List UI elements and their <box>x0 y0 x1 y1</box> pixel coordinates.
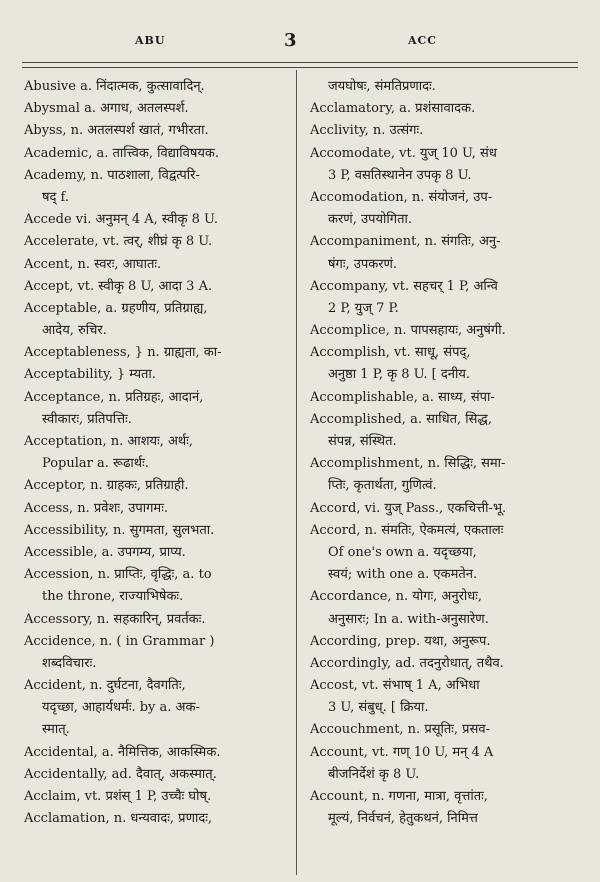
running-head-left: ABU <box>135 34 166 47</box>
entry-line: Accomodation, n. संयोजनं, उप- <box>310 189 493 205</box>
entry-line: Accede vi. अनुमन् 4 A, स्वीकृ 8 U. <box>24 212 218 228</box>
entry-line: Abysmal a. अगाध, अतलस्पर्श. <box>24 101 189 117</box>
entry-line: Accept, vt. स्वीकृ 8 U, आदा 3 A. <box>24 278 213 294</box>
entry-line: Accomplishment, n. सिद्धिः, समा- <box>310 456 506 472</box>
entry-line: 3 U, संबुध्. [ क्रिया. <box>328 700 429 716</box>
entry-line: Accomplish, vt. साधू, संपद्, <box>310 345 471 361</box>
entry-line: 2 P, युज् 7 P. <box>328 300 399 316</box>
entry-line: Accordance, n. योगः, अनुरोधः, <box>310 589 483 605</box>
entry-line: Account, n. गणना, मात्रा, वृत्तांतः, <box>310 789 488 804</box>
entry-line: Accessibility, n. सुगमता, सुलभता. <box>24 522 215 538</box>
entry-line: Accouchment, n. प्रसूतिः, प्रसव- <box>310 722 490 738</box>
entry-line: Acclaim, vt. प्रशंस् 1 P, उच्चैः घोष्. <box>24 789 212 804</box>
entry-line: Of one's own a. यदृच्छया, <box>328 544 477 560</box>
entry-line: अनुसारः; In a. with-अनुसारेण. <box>328 611 489 627</box>
entry-line: Academic, a. तात्त्विक, विद्याविषयक. <box>24 145 220 161</box>
entry-line: According, prep. यथा, अनुरूप. <box>310 633 491 649</box>
entry-line: Accidence, n. ( in Grammar ) <box>24 633 215 649</box>
entry-line: षंगः, उपकरणं. <box>328 256 398 272</box>
entry-line: Acceptableness, } n. ग्राह्यता, का- <box>24 345 222 361</box>
entry-line: Accomplished, a. साधित, सिद्ध, <box>310 411 492 427</box>
entry-line: स्वयं; with one a. एकमतेन. <box>328 567 478 583</box>
entry-line: Popular a. रूढार्थः. <box>42 456 149 472</box>
entry-line: Accident, n. दुर्घटना, दैवगतिः, <box>24 678 186 694</box>
entry-line: प्तिः, कृतार्थता, गुणित्वं. <box>328 478 437 494</box>
entry-line: स्मात्. <box>42 722 70 738</box>
entry-line: Acceptance, n. प्रतिग्रहः, आदानं, <box>24 389 204 405</box>
entry-line: शब्दविचारः. <box>42 655 97 671</box>
entry-line: संपन्न, संस्थित. <box>328 434 397 449</box>
header-rule-bottom <box>22 67 578 68</box>
entry-line: अनुष्ठा 1 P, कृ 8 U. [ दनीय. <box>328 367 470 383</box>
entry-line: करणं, उपयोगिता. <box>328 212 412 228</box>
entry-line: Abyss, n. अतलस्पर्श खातं, गभीरता. <box>24 123 209 139</box>
entry-line: षद् f. <box>42 189 70 205</box>
entry-line: Acceptor, n. ग्राहकः, प्रतिग्राही. <box>24 478 189 494</box>
entry-line: Accomplice, n. पापसहायः, अनुषंगी. <box>310 323 506 339</box>
entry-line: Accordingly, ad. तदनुरोधात्, तथैव. <box>310 655 504 671</box>
entry-line: Accord, vi. युज् Pass., एकचित्ती-भू. <box>310 500 507 516</box>
entry-line: Accomplishable, a. साध्य, संपा- <box>310 389 495 405</box>
entry-line: Accidental, a. नैमित्तिक, आकस्मिक. <box>24 744 221 760</box>
entry-line: the throne, राज्याभिषेकः. <box>42 589 184 605</box>
entry-line: Acclivity, n. उत्संगः. <box>310 123 424 139</box>
entry-line: Accost, vt. संभाष् 1 A, अभिधा <box>310 678 480 694</box>
entry-line: Acceptation, n. आशयः, अर्थः, <box>24 434 193 449</box>
entry-line: Accession, n. प्राप्तिः, वृद्धिः, a. to <box>24 567 212 583</box>
entry-line: Account, vt. गण् 10 U, मन् 4 A <box>310 744 494 760</box>
running-head-right: ACC <box>408 34 438 47</box>
entry-line: आदेय, रुचिर. <box>42 323 107 339</box>
header-rule-top <box>22 62 578 63</box>
entry-line: Acceptability, } म्यता. <box>24 367 156 383</box>
page-number: 3 <box>284 30 298 51</box>
entry-line: Abusive a. निंदात्मक, कुत्सावादिन्. <box>24 79 205 94</box>
entry-line: 3 P, वसतिस्थानेन उपकृ 8 U. <box>328 167 472 183</box>
entry-line: स्वीकारः, प्रतिपत्तिः. <box>42 411 132 427</box>
entry-line: Accord, n. संमतिः, ऐकमत्यं, एकतालः <box>310 522 504 538</box>
entry-line: Acceptable, a. ग्रहणीय, प्रतिग्राह्य, <box>24 300 208 316</box>
entry-line: जयघोषः, संमतिप्रणादः. <box>328 79 436 94</box>
entry-line: Accelerate, vt. त्वर्, शीघ्रं कृ 8 U. <box>24 234 213 250</box>
entry-line: मूल्यं, निर्वचनं, हेतुकथनं, निमित्त <box>328 811 478 827</box>
right-column <box>310 76 578 830</box>
entry-line: Access, n. प्रवेशः, उपागमः. <box>24 500 168 516</box>
entry-line: Accent, n. स्वरः, आघातः. <box>24 256 162 272</box>
entry-line: यदृच्छा, आहार्यधर्मः. by a. अक- <box>42 700 200 716</box>
entry-line: Acclamation, n. धन्यवादः, प्रणादः, <box>24 811 213 827</box>
entry-line: Academy, n. पाठशाला, विद्वत्परि- <box>24 167 200 183</box>
entry-line: Accompaniment, n. संगतिः, अनु- <box>310 234 501 250</box>
entry-line: Accomodate, vt. युज् 10 U, संध <box>310 145 497 161</box>
left-column <box>24 76 288 830</box>
column-divider <box>296 70 297 875</box>
entry-line: Accompany, vt. सहचर् 1 P, अन्वि <box>310 278 498 294</box>
entry-line: Acclamatory, a. प्रशंसावादक. <box>310 101 476 117</box>
entry-line: Accessory, n. सहकारिन्, प्रवर्तकः. <box>24 611 206 627</box>
entry-line: Accessible, a. उपगम्य, प्राप्य. <box>24 544 186 560</box>
entry-line: बीजनिर्देशं कृ 8 U. <box>328 766 420 782</box>
entry-line: Accidentally, ad. दैवात्, अकस्मात्. <box>24 766 217 782</box>
